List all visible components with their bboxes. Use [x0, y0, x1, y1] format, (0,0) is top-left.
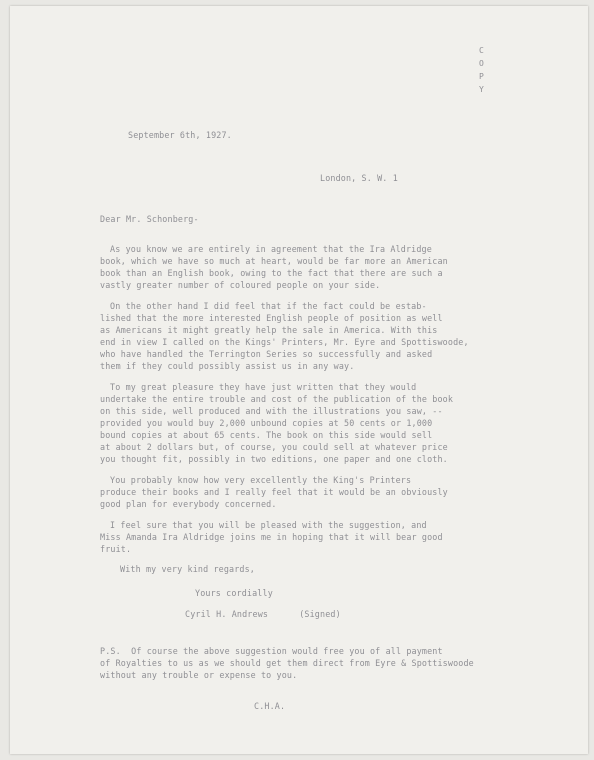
letter-place: London, S. W. 1: [320, 173, 398, 183]
copy-stamp-p: P: [479, 72, 484, 81]
paragraph-1-line-1: As you know we are entirely in agreement that the Ira Aldridge: [110, 244, 432, 254]
letter-salutation: Dear Mr. Schonberg-: [100, 214, 199, 224]
letter-closing: Yours cordially: [195, 588, 273, 598]
letter-date: September 6th, 1927.: [128, 130, 232, 140]
paragraph-5-line-1: I feel sure that you will be pleased with the suggestion, and: [110, 520, 427, 530]
copy-stamp-c: C: [479, 46, 484, 55]
paragraph-2-line-6: them if they could possibly assist us in any way.: [100, 361, 355, 371]
postscript-line-3: without any trouble or expense to you.: [100, 670, 298, 680]
paragraph-1-line-2: book, which we have so much at heart, would be far more an American: [100, 256, 448, 266]
paragraph-4-line-2: produce their books and I really feel that it would be an obviously: [100, 487, 448, 497]
paragraph-2-line-2: lished that the more interested English people of position as well: [100, 313, 443, 323]
postscript-line-1: P.S. Of course the above suggestion would free you of all payment: [100, 646, 443, 656]
letter-regards: With my very kind regards,: [120, 564, 255, 574]
paragraph-3-line-3: on this side, well produced and with the illustrations you saw, --: [100, 406, 443, 416]
letter-page: [10, 6, 588, 754]
letter-initials: C.H.A.: [254, 701, 286, 711]
paragraph-1-line-3: book than an English book, owing to the fact that there are such a: [100, 268, 443, 278]
copy-stamp-y: Y: [479, 85, 484, 94]
paragraph-3-line-1: To my great pleasure they have just written that they would: [110, 382, 417, 392]
paragraph-3-line-2: undertake the entire trouble and cost of the publication of the book: [100, 394, 454, 404]
paragraph-2-line-1: On the other hand I did feel that if the fact could be estab-: [110, 301, 427, 311]
postscript-line-2: of Royalties to us as we should get them direct from Eyre & Spottiswoode: [100, 658, 474, 668]
paragraph-3-line-4: provided you would buy 2,000 unbound copies at 50 cents or 1,000: [100, 418, 433, 428]
paragraph-3-line-7: you thought fit, possibly in two editions, one paper and one cloth.: [100, 454, 448, 464]
paragraph-2-line-5: who have handled the Terrington Series so successfully and asked: [100, 349, 433, 359]
paragraph-5-line-3: fruit.: [100, 544, 132, 554]
paragraph-3-line-5: bound copies at about 65 cents. The book on this side would sell: [100, 430, 433, 440]
paragraph-1-line-4: vastly greater number of coloured people on your side.: [100, 280, 381, 290]
paragraph-4-line-1: You probably know how very excellently the King's Printers: [110, 475, 412, 485]
paragraph-5-line-2: Miss Amanda Ira Aldridge joins me in hoping that it will bear good: [100, 532, 443, 542]
paragraph-2-line-3: as Americans it might greatly help the sale in America. With this: [100, 325, 438, 335]
paragraph-4-line-3: good plan for everybody concerned.: [100, 499, 277, 509]
paragraph-2-line-4: end in view I called on the Kings' Printers, Mr. Eyre and Spottiswoode,: [100, 337, 469, 347]
copy-stamp-o: O: [479, 59, 484, 68]
letter-signature: Cyril H. Andrews (Signed): [185, 609, 341, 619]
paragraph-3-line-6: at about 2 dollars but, of course, you could sell at whatever price: [100, 442, 448, 452]
